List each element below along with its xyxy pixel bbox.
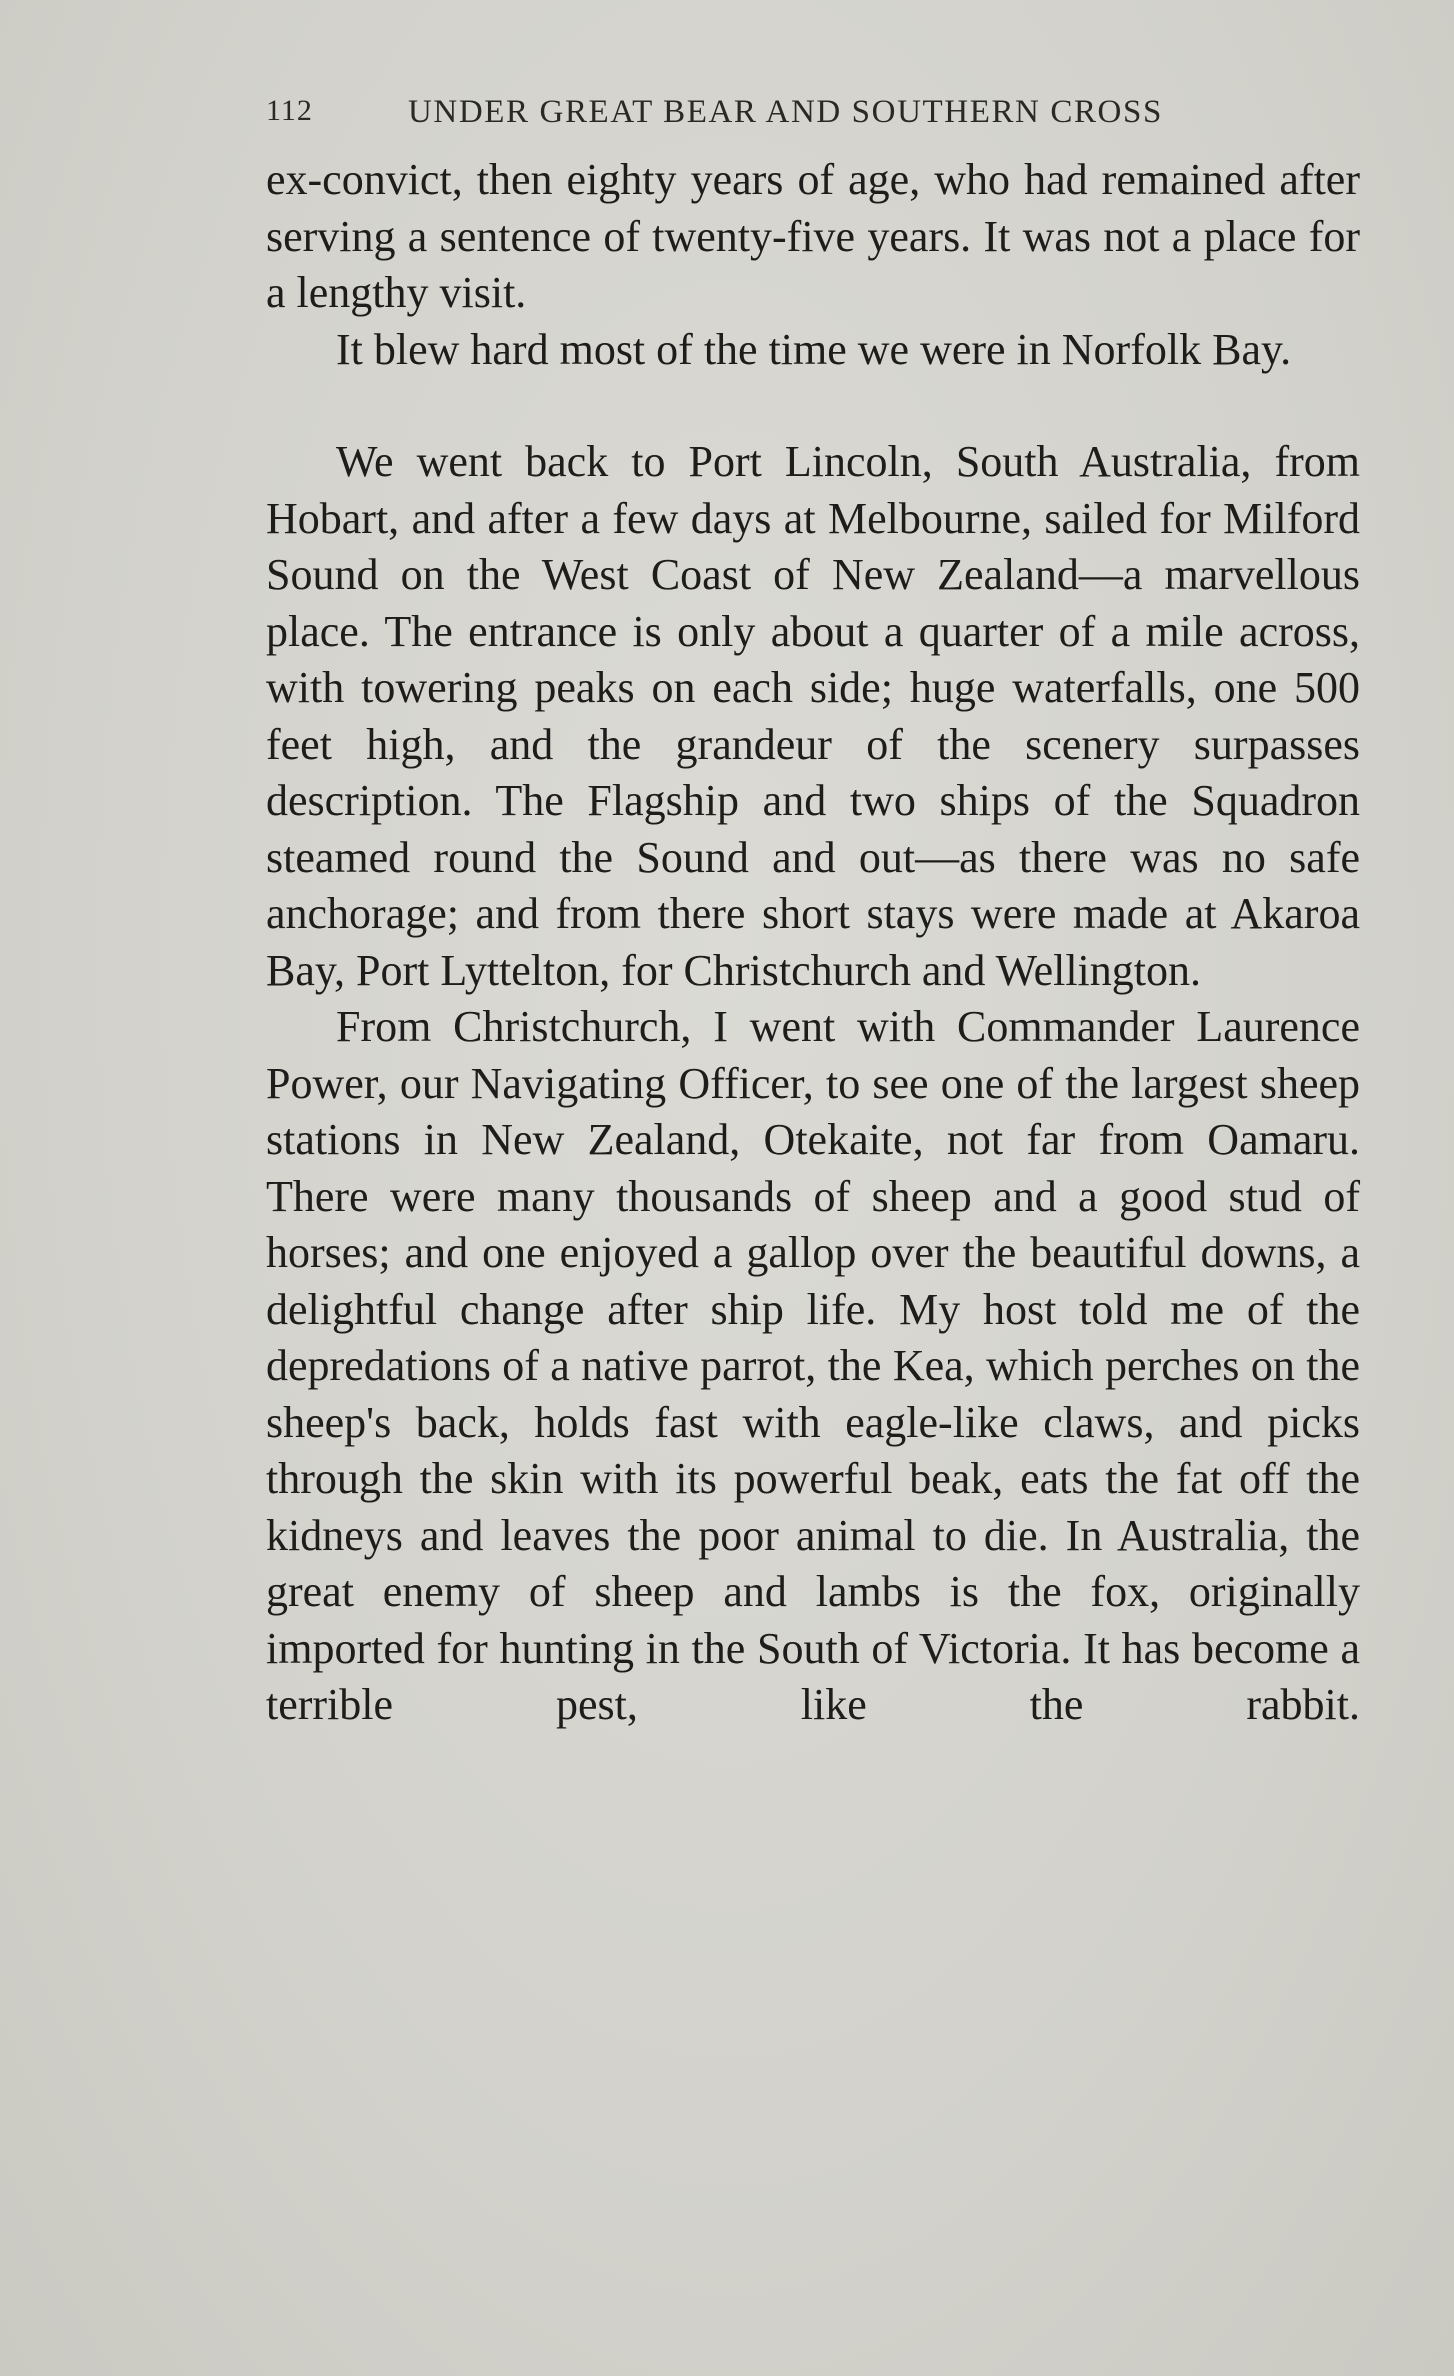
page-number: 112 (266, 94, 313, 127)
body-text (266, 152, 1360, 1734)
paragraph-continued: ex-convict, then eighty years of age, who had remained after serving a sentence of twenty-five years. It was not a place for a lengthy visit. (266, 155, 1360, 317)
paragraph-norfolk-bay: It blew hard most of the time we were in Norfolk Bay. (336, 324, 1292, 374)
book-page (266, 88, 1360, 1734)
paragraph-christchurch: From Christchurch, I went with Commander Laurence Power, our Navigating Officer, to see one of the largest sheep stations in New Zealand, Otekaite, not far from Oamaru. There were many thousands of sheep and a good stud of horses; and one enjoyed a gallop over the beautiful downs, a delightful change after ship life. My host told me of the depredations of a native parrot, the Kea, which perches on the sheep's back, holds fast with eagle-like claws, and picks through the skin with its powerful beak, eats the fat off the kidneys and leaves the poor animal to die. In Australia, the great enemy of sheep and lambs is the fox, originally imported for hunting in the South of Victoria. It has become a terrible pest, like the rabbit. (266, 1002, 1360, 1729)
running-head (266, 88, 1360, 138)
section-break (266, 378, 1360, 434)
running-title: UNDER GREAT BEAR AND SOUTHERN CROSS (408, 94, 1163, 130)
paragraph-milford-sound: We went back to Port Lincoln, South Australia, from Hobart, and after a few days at Melbourne, sailed for Milford Sound on the West Coast of New Zealand—a marvellous place. The entrance is only about a quarter of a mile across, with towering peaks on each side; huge waterfalls, one 500 feet high, and the grandeur of the scenery surpasses description. The Flagship and two ships of the Squadron steamed round the Sound and out—as there was no safe anchorage; and from there short stays were made at Akaroa Bay, Port Lyttelton, for Christchurch and Wellington. (266, 437, 1360, 995)
